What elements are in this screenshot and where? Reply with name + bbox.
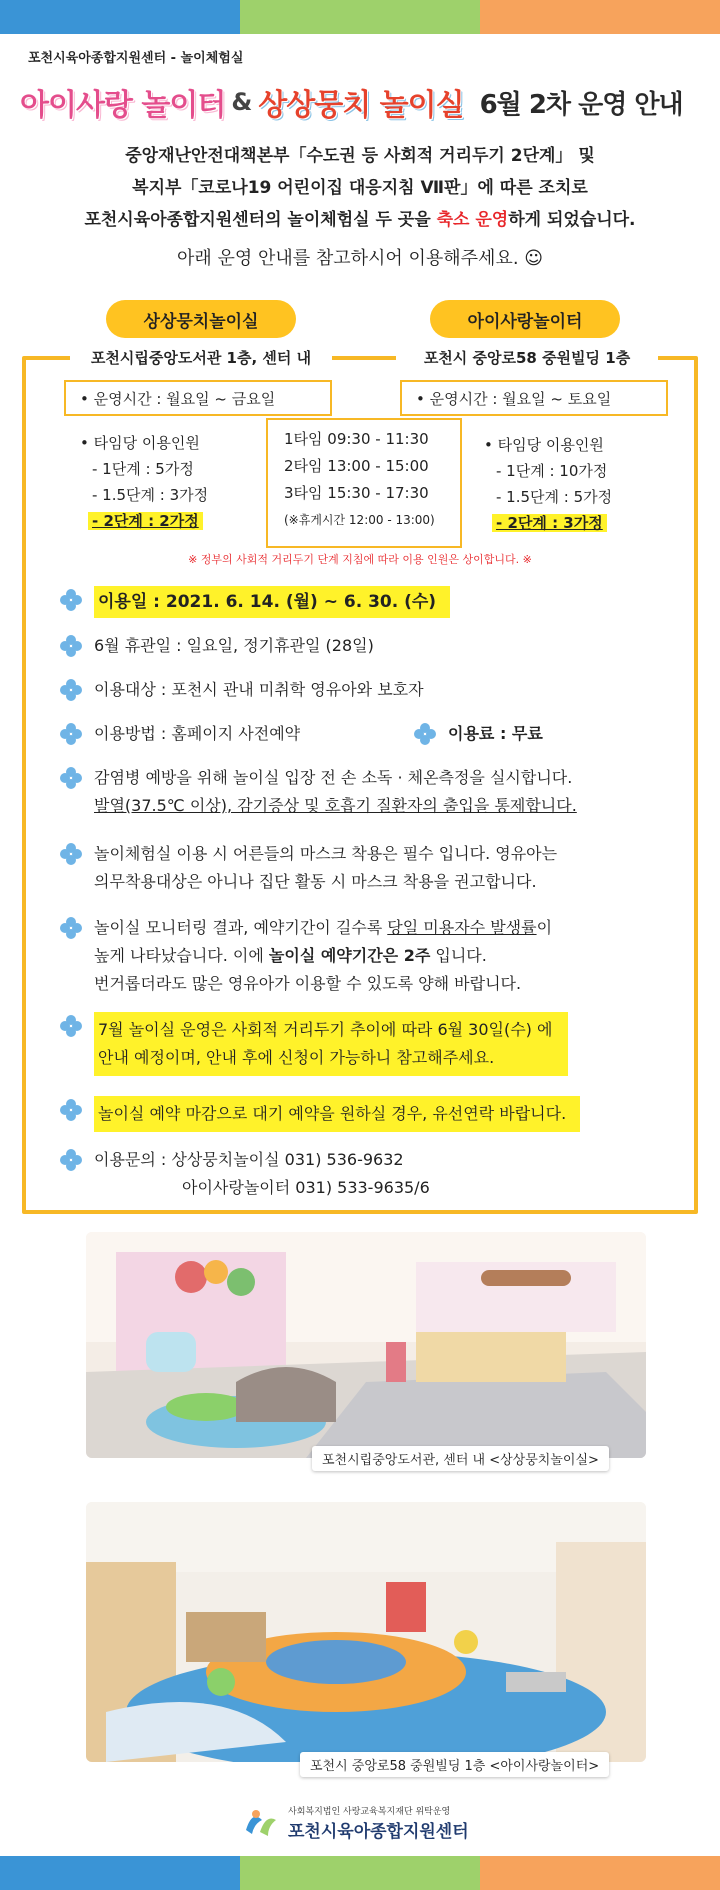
capacity-notice: ※ 정부의 사회적 거리두기 단계 지침에 따라 이용 인원은 상이합니다. ※ <box>188 553 532 566</box>
room-left-location: 포천시립중앙도서관 1층, 센터 내 <box>70 342 332 372</box>
room-right-location: 포천시 중앙로58 중원빌딩 1층 <box>396 342 658 372</box>
item-fee: 이용료 : 무료 <box>414 720 543 748</box>
bottom-color-bar <box>0 1856 720 1890</box>
room-right-name: 아이사랑놀이터 <box>430 300 620 338</box>
item-july: 7월 놀이실 운영은 사회적 거리두기 추이에 따라 6월 30일(수) 에 안내 예정이며, 안내 후에 신청이 가능하니 참고해주세요. <box>60 1012 568 1076</box>
brand-a-title: 아이사랑 놀이터 <box>20 88 226 123</box>
clover-icon <box>60 917 82 939</box>
org-heading: 포천시육아종합지원센터 - 놀이체험실 <box>28 51 244 66</box>
intro-line-1: 중앙재난안전대책본부「수도권 등 사회적 거리두기 2단계」 및 <box>125 146 595 166</box>
item-monitoring: 놀이실 모니터링 결과, 예약기간이 길수록 당일 미용자수 발생률이 높게 나타났습니다. 이에 놀이실 예약기간은 2주 입니다. 번거롭더라도 많은 영유아가 이용할 수 있도록 양해 바랍니다. <box>60 914 552 998</box>
top-color-bar <box>0 0 720 34</box>
room-right-step2-highlight: - 2단계 : 3가정 <box>492 514 607 532</box>
photo-caption-2: 포천시 중앙로58 중원빌딩 1층 <아이사랑놀이터> <box>300 1752 609 1777</box>
clover-icon <box>60 1149 82 1171</box>
intro-line-2: 복지부「코로나19 어린이집 대응지침 Ⅶ판」에 따른 조치로 <box>132 178 588 198</box>
reduced-operation-text: 축소 운영 <box>436 210 509 230</box>
room-left-step2-highlight: - 2단계 : 2가정 <box>88 512 203 530</box>
item-period: 이용일 : 2021. 6. 14. (월) ~ 6. 30. (수) <box>60 586 450 618</box>
room-left-name: 상상뭉치놀이실 <box>106 300 296 338</box>
room-left-capacity: • 타임당 이용인원 - 1단계 : 5가정 - 1.5단계 : 3가정 - 2단계 : 2가정 <box>80 434 209 530</box>
time-slot-2: 2타임 13:00 - 15:00 <box>284 457 429 475</box>
break-time-note: (※휴게시간 12:00 - 13:00) <box>284 513 435 527</box>
clover-icon <box>60 679 82 701</box>
intro-line-4: 아래 운영 안내를 참고하시어 이용해주세요. ☺ <box>176 248 544 269</box>
clover-icon <box>60 843 82 865</box>
intro-text <box>0 140 720 236</box>
room-left-hours: • 운영시간 : 월요일 ~ 금요일 <box>64 380 332 416</box>
clover-icon <box>60 767 82 789</box>
title-rest: 6월 2차 운영 안내 <box>479 89 683 120</box>
item-holiday: 6월 휴관일 : 일요일, 정기휴관일 (28일) <box>60 632 374 660</box>
item-contact: 이용문의 : 상상뭉치놀이실 031) 536-9632 아이사랑놀이터 031) 533-9635/6 <box>60 1146 430 1202</box>
clover-icon <box>60 723 82 745</box>
brand-b-title: 상상뭉치 놀이실 <box>258 88 464 123</box>
footer-sub: 사회복지법인 사랑교육복지재단 위탁운영 <box>288 1807 451 1817</box>
footer-main: 포천시육아종합지원센터 <box>288 1822 469 1842</box>
clover-icon <box>60 1099 82 1121</box>
intro-line-3: 포천시육아종합지원센터의 놀이체험실 두 곳을 축소 운영하게 되었습니다. <box>84 210 636 230</box>
photo-aisarang-room <box>86 1502 646 1762</box>
photo-sangsang-room <box>86 1232 646 1458</box>
page-title <box>20 74 710 130</box>
item-target: 이용대상 : 포천시 관내 미취학 영유아와 보호자 <box>60 676 424 704</box>
item-prevention: 감염병 예방을 위해 놀이실 입장 전 손 소독 · 체온측정을 실시합니다. 발열(37.5℃ 이상), 감기증상 및 호흡기 질환자의 출입을 통제합니다. <box>60 764 577 820</box>
item-mask: 놀이체험실 이용 시 어른들의 마스크 착용은 필수 입니다. 영유아는 의무착용대상은 아니나 집단 활동 시 마스크 착용을 권고합니다. <box>60 840 557 896</box>
clover-icon <box>60 635 82 657</box>
time-slots <box>266 418 462 548</box>
room-right-hours: • 운영시간 : 월요일 ~ 토요일 <box>400 380 668 416</box>
time-slot-1: 1타임 09:30 - 11:30 <box>284 430 429 448</box>
clover-icon <box>60 1015 82 1037</box>
clover-icon <box>60 589 82 611</box>
time-slot-3: 3타임 15:30 - 17:30 <box>284 484 429 502</box>
footer-logo <box>242 1804 469 1842</box>
item-method: 이용방법 : 홈페이지 사전예약 <box>60 720 300 748</box>
center-logo-icon <box>242 1806 280 1840</box>
item-waitlist: 놀이실 예약 마감으로 대기 예약을 원하실 경우, 유선연락 바랍니다. <box>60 1096 580 1132</box>
room-right-capacity: • 타임당 이용인원 - 1단계 : 10가정 - 1.5단계 : 5가정 - 2단계 : 3가정 <box>484 436 613 532</box>
photo-caption-1: 포천시립중앙도서관, 센터 내 <상상뭉치놀이실> <box>312 1446 609 1471</box>
title-ampersand: & <box>231 88 253 116</box>
clover-icon <box>414 723 436 745</box>
